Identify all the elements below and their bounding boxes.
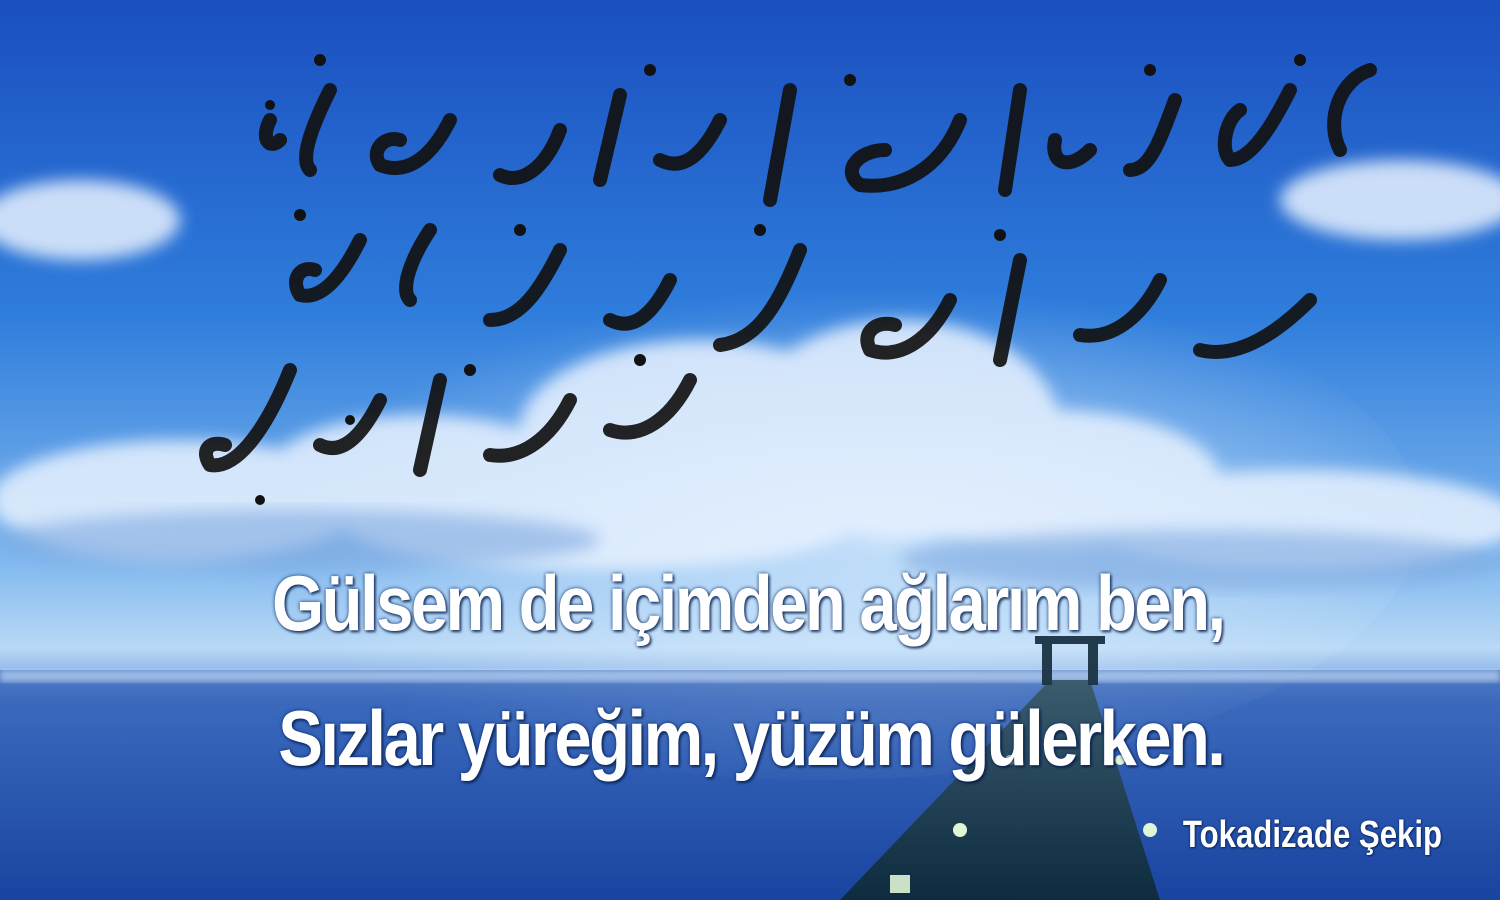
author-name: Tokadizade Şekip xyxy=(1182,814,1442,856)
calligraphy-line-3 xyxy=(206,370,690,470)
verse-line-2: Sızlar yüreğim, yüzüm gülerken. xyxy=(278,694,1224,782)
calligraphy-line-1 xyxy=(266,70,1370,200)
calligraphy-line-2 xyxy=(296,230,1310,360)
verse-line-1: Gülsem de içimden ağlarım ben, xyxy=(272,559,1224,647)
